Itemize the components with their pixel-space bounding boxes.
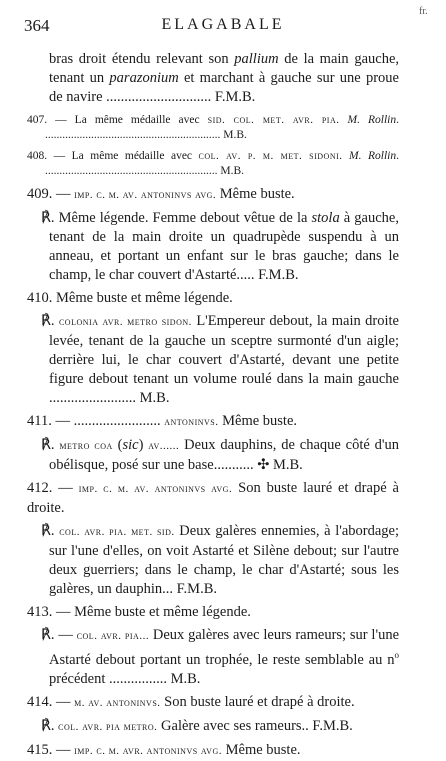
text-span: Deux galères avec leurs rameurs; sur l'une Astarté debout portant un trophée, le reste semblable au n	[49, 627, 400, 668]
text-span: et marchant à gauche sur une proue de navire ............................. F.M.B.	[49, 70, 399, 105]
entry-number: 409.	[27, 186, 53, 202]
entry-415	[27, 741, 399, 761]
text-span: Galère avec ses rameurs.. F.M.B.	[157, 717, 353, 734]
text-italic: sic	[122, 437, 139, 453]
text-italic: pallium	[234, 51, 279, 67]
entry-number: 412.	[27, 480, 53, 496]
reverse-410	[27, 312, 399, 408]
text-span: )	[138, 437, 149, 453]
entry-number: 413.	[27, 604, 53, 620]
legend-text: av......	[148, 440, 180, 452]
entry-410	[27, 289, 399, 308]
entry-number: 408.	[27, 150, 48, 162]
text-span: — La même médaille avec	[47, 150, 199, 162]
text-span: Même buste.	[218, 413, 298, 429]
entry-412	[27, 479, 399, 518]
text-span: — ........................	[51, 413, 165, 429]
legend-text: col. avr. pia metro.	[58, 720, 158, 733]
text-span: Même légende. Femme debout vêtue de la	[54, 210, 312, 226]
superscript: o	[394, 650, 399, 660]
continued-description	[27, 50, 399, 107]
text-span: Même buste.	[216, 186, 295, 202]
legend-text: imp. c. m. av. antoninvs avg.	[78, 483, 233, 495]
entry-408	[27, 149, 399, 179]
text-italic: stola	[311, 210, 340, 226]
reverse-409	[27, 209, 399, 285]
entry-number: 410.	[27, 290, 53, 306]
reverse-414	[27, 717, 399, 737]
text-italic: parazonium	[109, 70, 179, 86]
legend-text: antoninvs.	[164, 416, 219, 428]
text-span: —	[52, 741, 75, 758]
entry-407	[27, 113, 399, 143]
text-span: Deux dauphins, de chaque côté d'un obélisque, posé sur une base........... ✣ M.B.	[49, 437, 400, 473]
entry-409	[27, 185, 399, 205]
text-span: Deux galères ennemies, à l'abordage; sur l'une d'elles, on voit Astarté et Silène debout; sur l'autre deux guerriers; dans le champ, le char d'Astarté; sous les galères, un dauphin... F.M.B.	[49, 523, 400, 597]
reverse-413	[27, 626, 399, 689]
text-span: précédent ................ M.B.	[49, 670, 201, 687]
legend-text: metro coa	[59, 440, 113, 452]
text-span: —	[54, 627, 77, 643]
entry-number: 407.	[27, 114, 48, 126]
text-span: L'Empereur debout, la main droite levée, tenant de la gauche un sceptre surmonté d'un aigle; derrière lui, le char couvert d'Astarté, devant une petite figure debout tenant un volume roulé dans la main gauche ........................ M.B.	[49, 313, 399, 406]
reverse-mark: ℟.	[41, 523, 55, 539]
text-span	[340, 114, 348, 126]
legend-text: col. avr. pia...	[76, 630, 150, 642]
text-span: (	[112, 437, 123, 453]
text-span: —	[52, 693, 75, 710]
reverse-mark: ℟.	[41, 210, 55, 226]
text-italic: M. Rollin	[349, 150, 397, 162]
reverse-mark: ℟.	[41, 717, 55, 734]
reverse-mark: ℟.	[41, 437, 55, 453]
reverse-411	[27, 436, 399, 475]
text-span: . ............................................................ M.B.	[45, 150, 399, 177]
legend-text: m. av. antoninvs.	[74, 696, 161, 709]
legend-text: sid. col. met. avr. pia.	[207, 114, 340, 126]
page-header	[0, 16, 446, 38]
text-span: de la main gauche, tenant un	[49, 51, 400, 86]
entry-number: 411.	[27, 413, 52, 429]
text-span: Même buste et même légende.	[52, 290, 233, 306]
text-span: —	[52, 186, 75, 202]
reverse-mark: ℟.	[41, 627, 55, 643]
entry-number: 415.	[27, 741, 53, 758]
text-span: bras droit étendu relevant son	[49, 51, 235, 67]
text-span: — Même buste et même légende.	[52, 604, 251, 620]
text-italic: M. Rollin	[347, 114, 397, 126]
text-span: Son buste lauré et drapé à droite.	[27, 480, 399, 516]
entry-number: 414.	[27, 693, 53, 710]
text-span: . ............................................................. M.B.	[45, 114, 400, 141]
text-span: à gauche, tenant de la main droite un quadrupède suspendu à un anneau, et portant un enfant sur le bras gauche; dans le champ, le char couvert d'Astarté..... F.M.B.	[49, 210, 399, 283]
entry-411	[27, 412, 399, 432]
entry-413	[27, 603, 399, 622]
reverse-412	[27, 522, 399, 599]
legend-text: colonia avr. metro sidon.	[58, 316, 192, 328]
catalogue-text	[27, 50, 399, 761]
text-span: Même buste.	[221, 741, 301, 758]
legend-text: imp. c. m. avr. antoninvs avg.	[74, 744, 222, 757]
legend-text: col. av. p. m. met. sidoni.	[198, 150, 343, 162]
legend-text: col. avr. pia. met. sid.	[59, 526, 175, 538]
legend-text: imp. c. m. av. antoninvs avg.	[74, 189, 217, 201]
entry-414	[27, 693, 399, 713]
text-span: —	[52, 480, 79, 496]
text-span: — La même médaille avec	[47, 114, 208, 126]
reverse-mark: ℟.	[41, 313, 55, 329]
margin-note: fr.	[419, 6, 428, 17]
text-span: Son buste lauré et drapé à droite.	[160, 693, 355, 710]
page-number: 364	[24, 16, 50, 35]
running-title: ELAGABALE	[161, 16, 285, 33]
